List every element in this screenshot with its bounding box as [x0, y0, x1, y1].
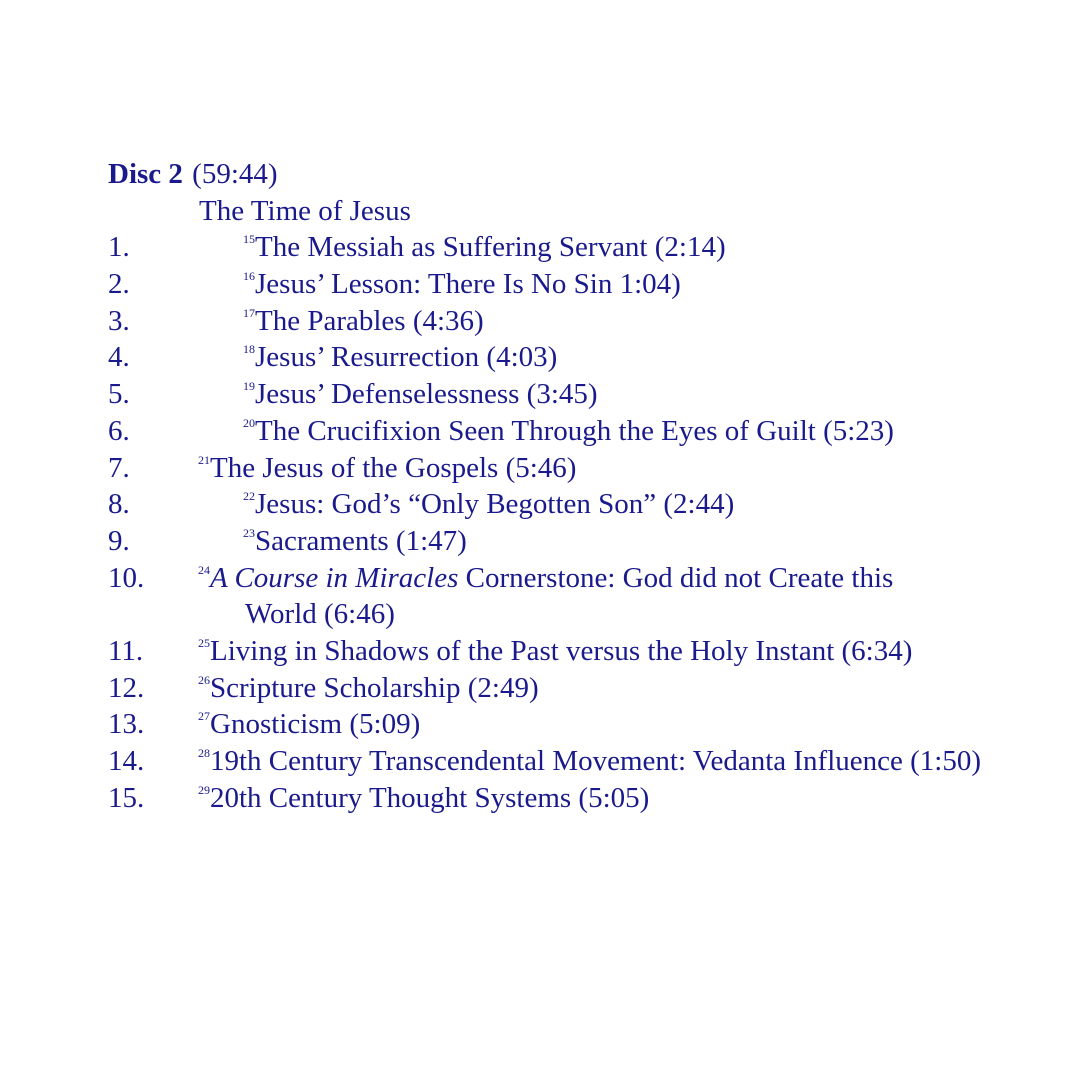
- track-row: [108, 743, 1068, 780]
- footnote-marker: 27: [198, 709, 210, 724]
- track-entry: [198, 633, 912, 670]
- track-number: 10.: [108, 561, 145, 594]
- track-number: 12.: [108, 671, 145, 704]
- book-title: A Course in Miracles: [210, 561, 459, 594]
- track-entry: [198, 450, 576, 487]
- track-number: 2.: [108, 268, 130, 301]
- footnote-marker: 22: [243, 489, 255, 504]
- track-entry: [243, 413, 894, 450]
- footnote-marker: 24: [198, 562, 210, 577]
- track-title: Jesus: God’s “Only Begotten Son” (2:44): [255, 488, 735, 521]
- track-entry: [243, 486, 734, 523]
- track-row: [108, 780, 1068, 817]
- track-title: Cornerstone: God did not Create this: [458, 561, 894, 594]
- footnote-marker: 29: [198, 782, 210, 797]
- track-number: 14.: [108, 745, 145, 777]
- track-entry: [243, 339, 557, 376]
- track-title: The Parables (4:36): [255, 304, 484, 337]
- track-row: [108, 523, 1068, 560]
- track-title: Scripture Scholarship (2:49): [210, 671, 539, 704]
- track-row: [108, 303, 1068, 340]
- footnote-marker: 20: [243, 415, 255, 430]
- track-number: 3.: [108, 304, 130, 337]
- track-title: The Crucifixion Seen Through the Eyes of Guilt (5:23): [255, 414, 894, 447]
- footnote-marker: 28: [198, 746, 210, 760]
- footnote-marker: 16: [243, 269, 255, 284]
- track-entry: [198, 706, 420, 743]
- disc-duration: (59:44): [192, 158, 278, 190]
- section-title: The Time of Jesus: [199, 194, 411, 227]
- track-entry: [198, 670, 539, 707]
- track-entry: [243, 266, 681, 303]
- track-entry: [243, 376, 598, 413]
- track-entry: [198, 780, 649, 817]
- track-title: The Messiah as Suffering Servant (2:14): [255, 231, 726, 264]
- track-entry: [243, 229, 726, 266]
- track-row: [108, 486, 1068, 523]
- track-number: 4.: [108, 341, 130, 374]
- track-row: [108, 450, 1068, 487]
- track-row: [108, 560, 1068, 597]
- track-row: [108, 413, 1068, 450]
- track-title: Living in Shadows of the Past versus the Holy Instant (6:34): [210, 634, 913, 667]
- disc-heading: [108, 156, 1068, 193]
- footnote-marker: 19: [243, 379, 255, 394]
- track-row: [108, 633, 1068, 670]
- footnote-marker: 17: [243, 305, 255, 320]
- footnote-marker: 26: [198, 672, 210, 687]
- track-row: [108, 376, 1068, 413]
- track-number: 5.: [108, 378, 130, 411]
- track-row: [108, 670, 1068, 707]
- track-row-continuation: [108, 596, 1068, 633]
- track-title: The Jesus of the Gospels (5:46): [210, 451, 577, 484]
- track-entry: [243, 523, 467, 560]
- track-number: 11.: [108, 634, 144, 667]
- footnote-marker: 18: [243, 342, 255, 357]
- track-entry: [243, 303, 484, 340]
- track-number: 9.: [108, 524, 130, 557]
- track-title: Jesus’ Resurrection (4:03): [255, 341, 558, 374]
- track-title: Gnosticism (5:09): [210, 708, 421, 741]
- track-number: 1.: [108, 231, 130, 264]
- track-title: Jesus’ Lesson: There Is No Sin 1:04): [255, 268, 681, 301]
- track-number: 6.: [108, 414, 130, 447]
- track-entry: [198, 560, 893, 597]
- track-entry: [198, 743, 981, 780]
- track-row: [108, 229, 1068, 266]
- track-number: 13.: [108, 708, 145, 741]
- footnote-marker: 15: [243, 232, 255, 247]
- track-row: [108, 706, 1068, 743]
- track-row: [108, 339, 1068, 376]
- track-number: 15.: [108, 781, 145, 814]
- track-number: 7.: [108, 451, 130, 484]
- track-row: [108, 266, 1068, 303]
- footnote-marker: 21: [198, 452, 210, 467]
- track-title: 19th Century Transcendental Movement: Vedanta Influence (1:50): [210, 745, 982, 777]
- track-title: 20th Century Thought Systems (5:05): [210, 781, 650, 814]
- footnote-marker: 25: [198, 635, 210, 650]
- track-title: Jesus’ Defenselessness (3:45): [255, 378, 598, 411]
- track-title-continuation: World (6:46): [245, 598, 395, 631]
- footnote-marker: 23: [243, 525, 255, 540]
- track-title: Sacraments (1:47): [255, 524, 467, 557]
- track-listing: [108, 156, 1068, 816]
- disc-title: Disc 2: [108, 158, 183, 190]
- track-number: 8.: [108, 488, 130, 521]
